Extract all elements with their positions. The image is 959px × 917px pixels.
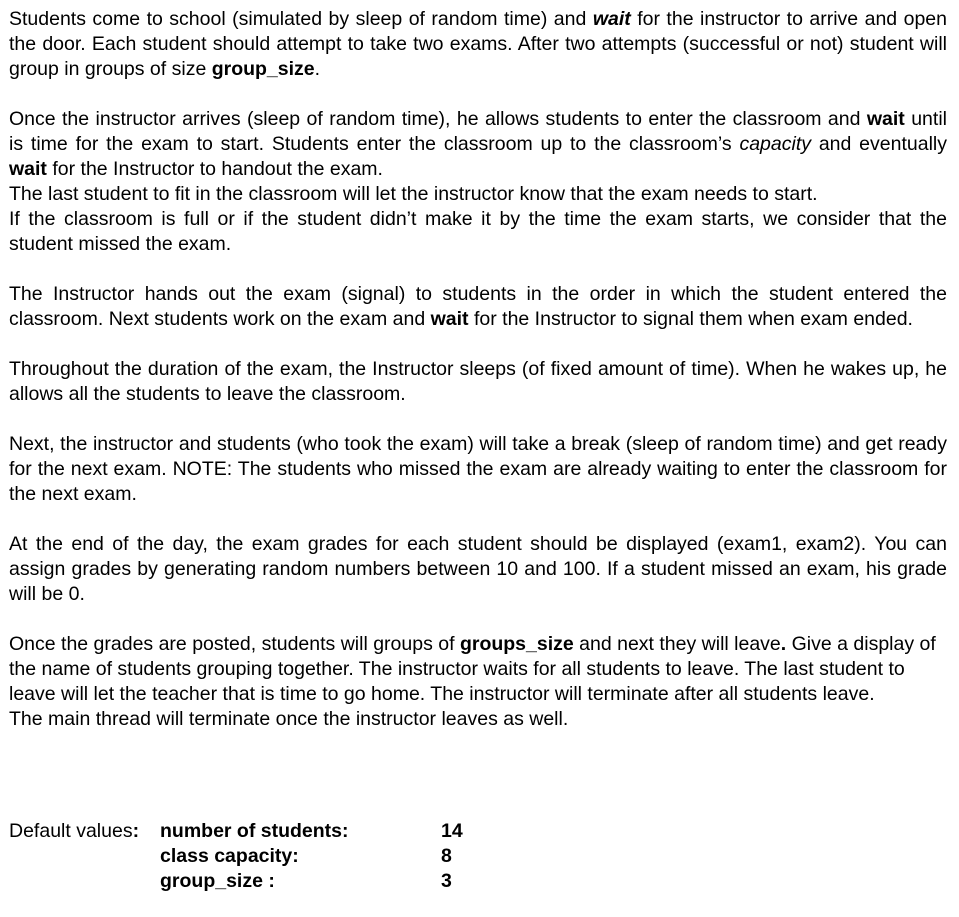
text-run: At the end of the day, the exam grades for each student should be displayed (exam1, exam2). You can assign grades by generating random numbers between 10 and 100. If a student missed an exam, his grade will be 0. [9, 533, 947, 605]
paragraph-students-arrival [9, 7, 947, 82]
text-run: Students come to school (simulated by sleep of random time) and [9, 8, 593, 30]
text-line: If the classroom is full or if the student didn’t make it by the time the exam starts, we consider that the student missed the exam. [9, 208, 947, 255]
text-run: Once the grades are posted, students will groups of [9, 633, 460, 655]
text-run: . [314, 58, 321, 80]
paragraph-grouping [9, 632, 947, 732]
default-value: 8 [441, 845, 452, 867]
default-spacer [9, 869, 160, 894]
document-body [9, 7, 947, 732]
text-line: The last student to fit in the classroom will let the instructor know that the exam needs to start. [9, 183, 818, 205]
default-values-label: Default values [9, 820, 133, 842]
paragraph-instructor-arrival [9, 107, 947, 257]
default-values-lead [9, 819, 160, 844]
text-run: until is time for the exam to start. Students enter the classroom up to the classroom’s [9, 108, 947, 155]
text-run: Throughout the duration of the exam, the Instructor sleeps (of fixed amount of time). When he wakes up, he allows all the students to leave the classroom. [9, 358, 947, 405]
emphasis-wait: wait [866, 108, 905, 130]
default-row-group-size [9, 869, 463, 894]
default-values [9, 819, 463, 894]
text-run: Next, the instructor and students (who took the exam) will take a break (sleep of random time) and get ready for the next exam. NOTE: The students who missed the exam are already waiting to enter the classroom for the next exam. [9, 433, 947, 505]
text-run: The Instructor hands out the exam (signal) to students in the order in which the student entered the classroom. Next students work on the exam and [9, 283, 947, 330]
emphasis-group-size: group_size [211, 58, 315, 80]
default-label: group_size : [160, 870, 275, 892]
default-value: 14 [441, 820, 463, 842]
text-run: for the Instructor to signal them when exam ended. [468, 308, 913, 330]
emphasis-wait: wait [430, 308, 469, 330]
text-run: Give a display of the name of students grouping together. The instructor waits for all students to leave. The last student to leave will let the teacher that is time to go home. The instructor will terminate after all students leave. [9, 633, 936, 705]
paragraph-exam-duration [9, 357, 947, 407]
paragraph-exam-handout [9, 282, 947, 332]
text-run: Once the instructor arrives (sleep of random time), he allows students to enter the classroom and [9, 108, 867, 130]
default-row-capacity [9, 844, 463, 869]
paragraph-grades [9, 532, 947, 607]
default-label: class capacity: [160, 845, 299, 867]
default-row-students [9, 819, 463, 844]
text-run: for the Instructor to handout the exam. [46, 158, 383, 180]
text-run: and eventually [811, 133, 947, 155]
emphasis-wait: wait [592, 8, 631, 30]
text-run: for the instructor to arrive and open the door. Each student should attempt to take two exams. After two attempts (successful or not) student will group in groups of size [9, 8, 947, 80]
emphasis-wait: wait [9, 158, 47, 180]
paragraph-break [9, 432, 947, 507]
default-values-colon: : [132, 820, 140, 842]
text-run: . [780, 633, 787, 655]
text-line: The main thread will terminate once the instructor leaves as well. [9, 708, 569, 730]
emphasis-capacity: capacity [739, 133, 811, 155]
emphasis-groups-size: groups_size [459, 633, 574, 655]
text-run: and next they will leave [573, 633, 781, 655]
default-label: number of students: [160, 820, 349, 842]
default-spacer [9, 844, 160, 869]
default-value: 3 [441, 870, 452, 892]
